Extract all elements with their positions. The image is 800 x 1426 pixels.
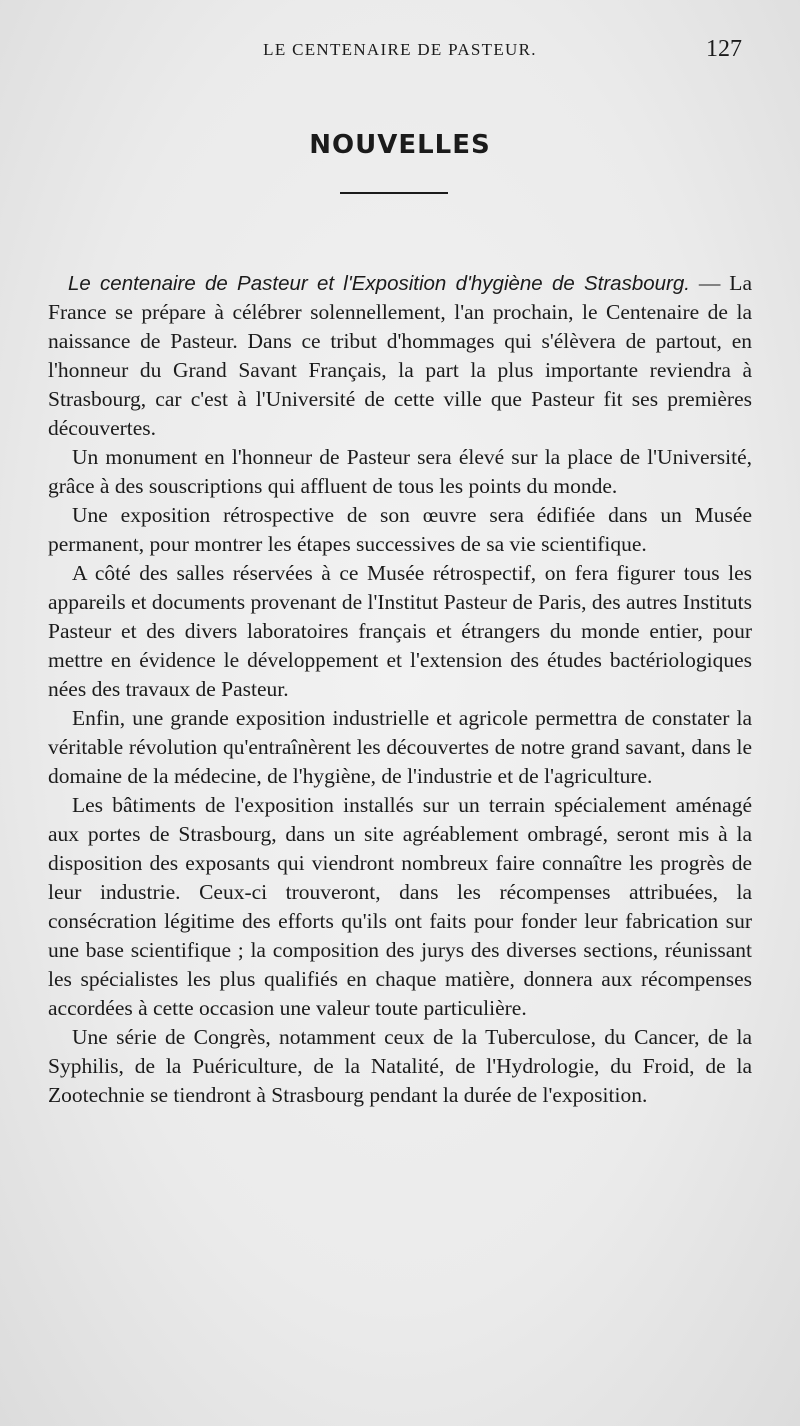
article-title: Le centenaire de Pasteur et l'Exposition d'hygiène de Strasbourg. [68,272,690,295]
paragraph-congres: Une série de Congrès, notamment ceux de la Tuberculose, du Cancer, de la Syphilis, de la Puériculture, de la Natalité, de l'Hydrologie, du Froid, de la Zootechnie se tiendront à Strasbourg pendant la durée de l'exposition. [48,1025,752,1107]
paragraph-monument: Un monument en l'honneur de Pasteur sera élevé sur la place de l'Université, grâce à des souscriptions qui affluent de tous les points du monde. [48,445,752,498]
lead-text: — La France se prépare à célébrer solennellement, l'an prochain, le Centenaire de la naissance de Pasteur. Dans ce tribut d'hommages qui s'élèvera de partout, en l'honneur du Grand Savant Français, la part la plus importante reviendra à Strasbourg, car c'est à l'Université de cette ville que Pasteur fit ses premières découvertes. [48,271,752,440]
lead-paragraph [48,269,752,443]
page-number: 127 [706,36,742,62]
section-title: NOUVELLES [309,130,491,160]
paragraph-musee: Une exposition rétrospective de son œuvre sera édifiée dans un Musée permanent, pour montrer les étapes successives de sa vie scientifique. [48,503,752,556]
paragraph-batiments: Les bâtiments de l'exposition installés sur un terrain spécialement aménagé aux portes de Strasbourg, dans un site agréablement ombragé, seront mis à la disposition des exposants qui viendront nombreux faire connaître les progrès de leur industrie. Ceux-ci trouveront, dans les récompenses attribuées, la consécration légitime des efforts qu'ils ont faits pour fonder leur fabrication sur une base scientifique ; la composition des jurys des diverses sections, réunissant les spécialistes les plus qualifiés en chaque matière, donnera aux récompenses accordées à cette occasion une valeur toute particulière. [48,793,752,1020]
article-body [48,269,752,1110]
paragraph-salles: A côté des salles réservées à ce Musée rétrospectif, on fera figurer tous les appareils et documents provenant de l'Institut Pasteur de Paris, des autres Instituts Pasteur et des divers laboratoires français et étrangers du monde entier, pour mettre en évidence le développement et l'extension des études bactériologiques nées des travaux de Pasteur. [48,561,752,701]
title-divider [340,192,448,194]
paragraph-exposition-industrielle: Enfin, une grande exposition industrielle et agricole permettra de constater la véritable révolution qu'entraînèrent les découvertes de notre grand savant, dans le domaine de la médecine, de l'hygiène, de l'industrie et de l'agriculture. [48,706,752,788]
running-head [0,36,800,70]
running-title: LE CENTENAIRE DE PASTEUR. [263,40,537,59]
